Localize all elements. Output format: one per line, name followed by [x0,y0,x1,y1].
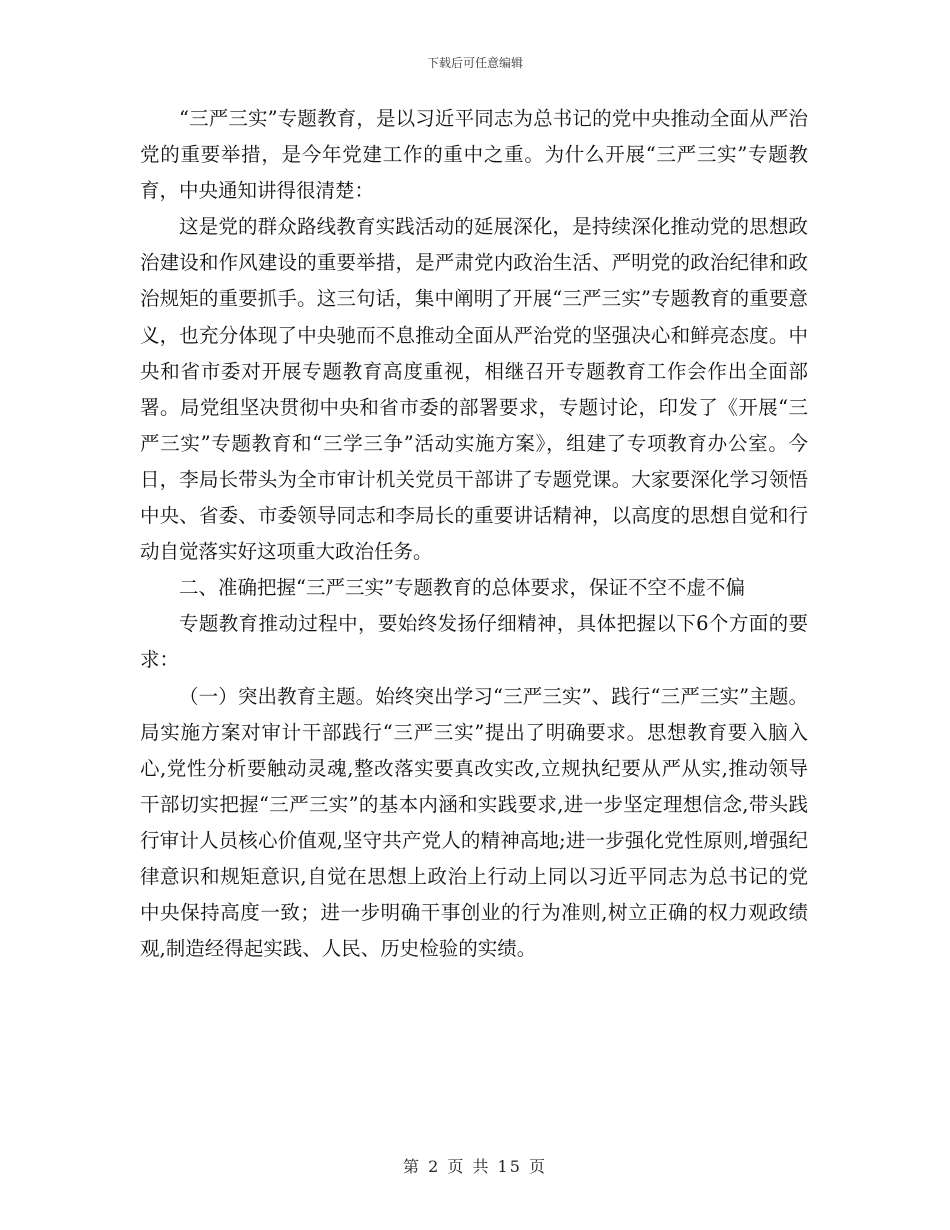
paragraph-requirements-intro: 专题教育推动过程中，要始终发扬仔细精神，具体把握以下6个方面的要求： [140,612,808,672]
paragraph-requirement-1: （一）突出教育主题。始终突出学习“三严三实”、践行“三严三实”主题。局实施方案对审计干部践行“三严三实”提出了明确要求。思想教育要入脑入心,党性分析要触动灵魂,整改落实要真改实改,立规执纪要从严从实,推动领导干部切实把握“三严三实”的基本内涵和实践要求,进一步坚定理想信念,带头践行审计人员核心价值观,坚守共产党人的精神高地;进一步强化党性原则,增强纪律意识和规矩意识,自觉在思想上政治上行动上同以习近平同志为总书记的党中央保持高度一致；进一步明确干事创业的行为准则,树立正确的权力观政绩观,制造经得起实践、人民、历史检验的实绩。 [140,684,808,961]
page-header-note: 下载后可任意编辑 [426,56,523,70]
paragraph-significance: 这是党的群众路线教育实践活动的延展深化，是持续深化推动党的思想政治建设和作风建设的重要举措，是严肃党内政治生活、严明党的政治纪律和政治规矩的重要抓手。这三句话，集中阐明了开展“三严三实”专题教育的重要意义，也充分体现了中央驰而不息推动全面从严治党的坚强决心和鲜亮态度。中央和省市委对开展专题教育高度重视，相继召开专题教育工作会作出全面部署。局党组坚决贯彻中央和省市委的部署要求，专题讨论，印发了《开展“三严三实”专题教育和“三学三争”活动实施方案》，组建了专项教育办公室。今日，李局长带头为全市审计机关党员干部讲了专题党课。大家要深化学习领悟中央、省委、市委领导同志和李局长的重要讲话精神，以高度的思想自觉和行动自觉落实好这项重大政治任务。 [140,215,808,564]
section-heading-2: 二、准确把握“三严三实”专题教育的总体要求，保证不空不虚不偏 [179,576,745,600]
document-body [140,101,808,967]
page-number-footer: 第 2 页 共 15 页 [403,1157,547,1176]
paragraph-intro: “三严三实”专题教育，是以习近平同志为总书记的党中央推动全面从严治党的重要举措，是今年党建工作的重中之重。为什么开展“三严三实”专题教育，中央通知讲得很清楚： [140,107,808,203]
